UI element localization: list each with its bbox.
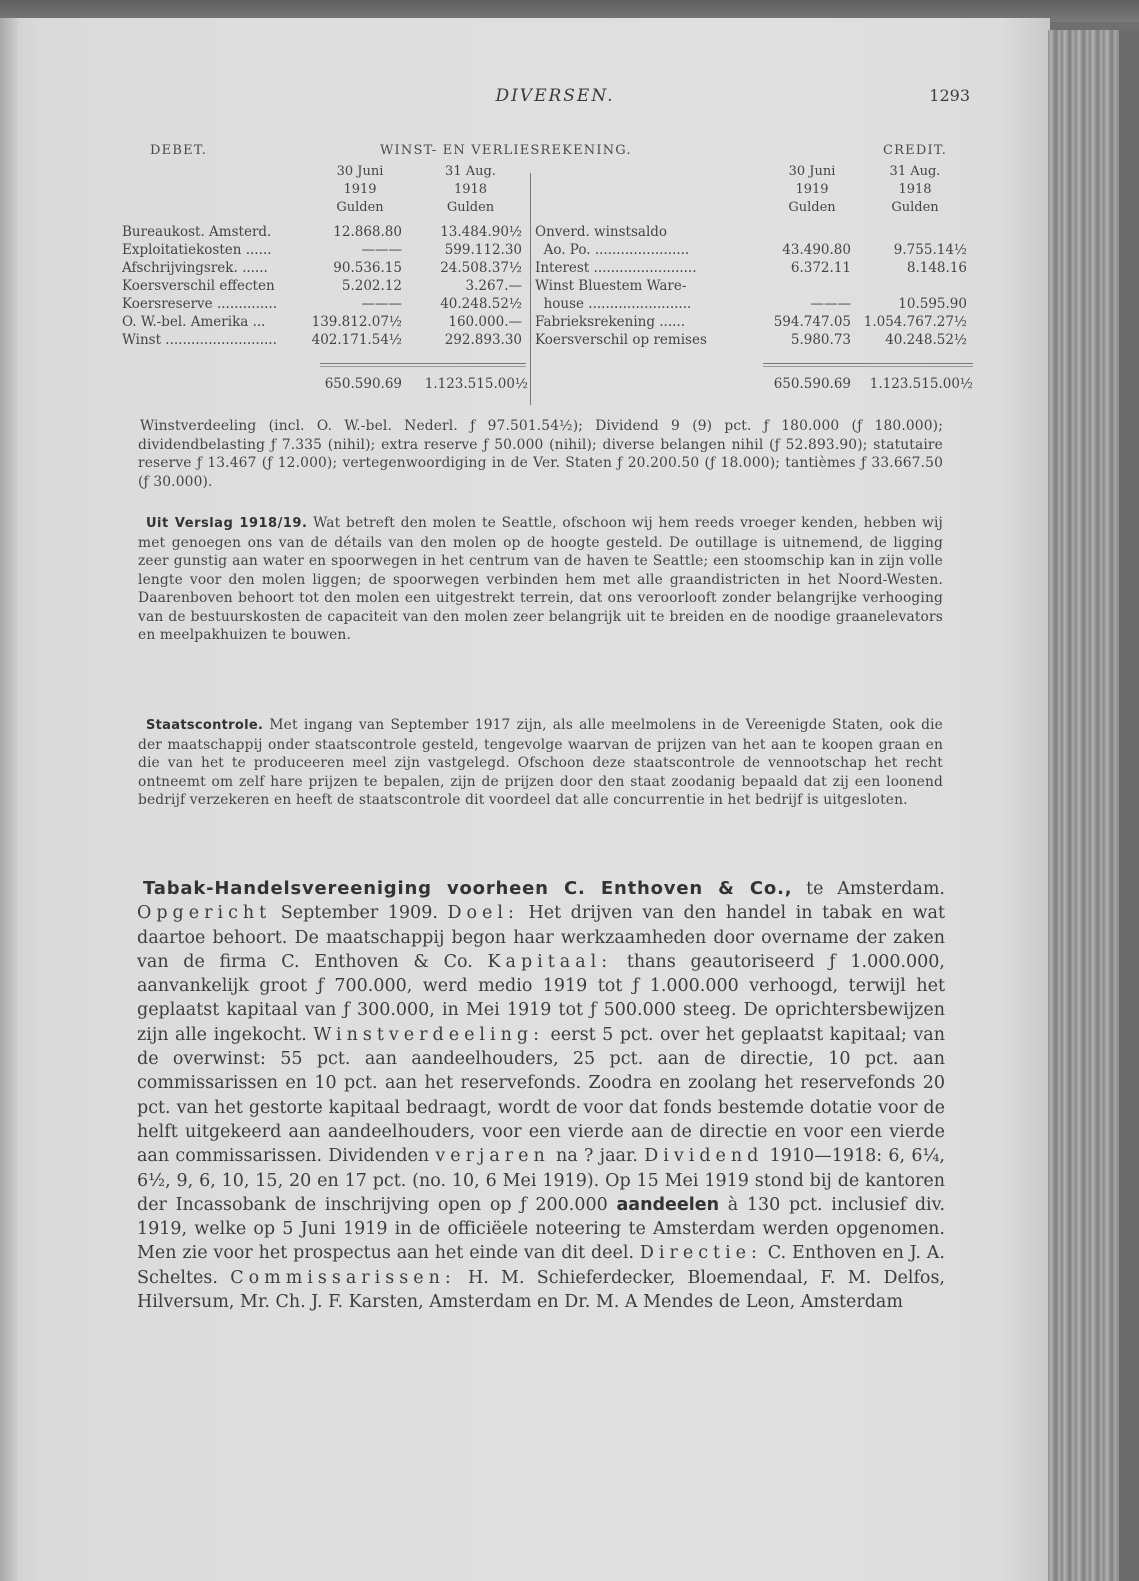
section-heading: Uit Verslag 1918/19.: [146, 516, 308, 531]
value-1918: 160.000.—: [448, 314, 522, 330]
value-1918: 3.267.—: [465, 278, 522, 294]
ledger-row: [535, 241, 975, 259]
col-date: 30 Juni: [788, 164, 836, 179]
credit-totals-row: [535, 375, 975, 393]
value-1918: 9.755.14½: [893, 242, 967, 258]
credit-heading: CREDIT.: [883, 143, 948, 158]
col-date: 30 Juni: [336, 164, 384, 179]
ledger-row: [122, 241, 530, 259]
ledger-row: [535, 277, 975, 295]
credit-sum-rule: [763, 363, 973, 367]
book-edge-shadow: [1119, 30, 1139, 1581]
value-1919: 5.202.12: [341, 278, 402, 294]
value-1918: 1.054.767.27½: [863, 314, 967, 330]
value-1919: 594.747.05: [773, 314, 851, 330]
debit-totals-row: [122, 375, 530, 393]
debit-heading: DEBET.: [150, 143, 208, 158]
field-value: C. Enthoven en J. A. Scheltes.: [137, 1243, 945, 1288]
page-left-edge: [0, 18, 18, 1581]
value-1918: 24.508.37½: [440, 260, 522, 276]
row-label: O. W.-bel. Amerika ...: [122, 314, 266, 330]
row-label: house ........................: [535, 296, 692, 312]
value-1919: ———: [361, 296, 402, 312]
row-label: Bureaukost. Amsterd.: [122, 224, 272, 240]
ledger-title: WINST- EN VERLIESREKENING.: [380, 143, 632, 158]
value-1919: 5.980.73: [790, 332, 851, 348]
col-1918-header: [865, 163, 965, 217]
ledger-row: [122, 295, 530, 313]
value-1919: 6.372.11: [790, 260, 851, 276]
value-1918: 599.112.30: [444, 242, 522, 258]
ledger-row: [535, 259, 975, 277]
paragraph-text: Met ingang van September 1917 zijn, als alle meelmolens in de Vereenigde Staten, ook die der maatschappij onder staatscontrole gesteld, tengevolge waarvan de prijzen van het aan te koopen graan en die van het te produceeren meel zijn vastgelegd. Ofschoon deze staatscontrole de vennootschap het recht ontneemt om zelf hare prijzen te bepalen, zijn de prijzen door den staat zoodanig bepaald dat zij een loonend bedrijf verzekeren en heeft de staatscontrole dit voordeel dat alle concurrentie in het bedrijf is uitgesloten.: [138, 717, 943, 808]
ledger-row: [122, 277, 530, 295]
value-1918: 10.595.90: [898, 296, 967, 312]
total-1918: 1.123.515.00½: [869, 376, 973, 392]
value-1918: 40.248.52½: [440, 296, 522, 312]
row-label: Exploitatiekosten ......: [122, 242, 272, 258]
field-value: na ? jaar.: [549, 1146, 645, 1167]
value-1919: 43.490.80: [782, 242, 851, 258]
staatscontrole-paragraph: [138, 716, 943, 810]
total-1919: 650.590.69: [773, 376, 851, 392]
col-year: 1919: [795, 182, 829, 197]
col-unit: Gulden: [788, 200, 836, 215]
ledger-row: [122, 331, 530, 349]
section-heading: Staatscontrole.: [146, 718, 264, 733]
field-value: thans geautoriseerd ƒ 1.000.000, aanvankelijk groot ƒ 700.000, werd medio 1919 tot ƒ 1.000.000 verhoogd, terwijl het geplaatst kapitaal van ƒ 300.000, in Mei 1919 tot ƒ 500.000 steeg. De oprichtersbewijzen zijn alle ingekocht.: [137, 951, 945, 1045]
field-value: 1910—1918: 6, 6¼, 6½, 9, 6, 10, 15, 20 en 17 pct. (no. 10, 6 Mei 1919). Op 15 Mei 1919 stond bij de kantoren der Incassobank de inschrijving open op ƒ 200.000: [137, 1146, 945, 1215]
value-1919: 402.171.54½: [311, 332, 402, 348]
row-label: Winst Bluestem Ware-: [535, 278, 687, 294]
field-label-bold: aandeelen: [616, 1194, 720, 1215]
value-1919: ———: [361, 242, 402, 258]
field-value: September 1909.: [271, 903, 448, 924]
col-1919-header: [762, 163, 862, 217]
row-label: Winst ..........................: [122, 332, 277, 348]
company-location: te Amsterdam.: [792, 879, 945, 899]
col-date: 31 Aug.: [445, 164, 496, 179]
ledger-row: [535, 313, 975, 331]
field-label: Directie:: [639, 1243, 762, 1264]
field-value: Het drijven van den handel in tabak en wat daartoe behoort. De maatschappij begon haar werkzaamheden door overname der zaken van de firma C. Enthoven & Co.: [137, 903, 945, 972]
field-value: H. M. Schieferdecker, Bloemendaal, F. M. Delfos, Hilversum, Mr. Ch. J. F. Karsten, Amsterdam en Dr. M. A Mendes de Leon, Amsterdam: [137, 1267, 945, 1313]
value-1918: 13.484.90½: [440, 224, 522, 240]
row-label: Onverd. winstsaldo: [535, 224, 668, 240]
ledger-center-rule: [530, 173, 531, 405]
company-name: Tabak-Handelsvereeniging voorheen C. Enthoven & Co.,: [143, 878, 793, 899]
field-label: Winstverdeeling:: [313, 1024, 544, 1045]
col-1918-header: [418, 163, 523, 217]
paragraph-text: Winstverdeeling (incl. O. W.-bel. Nederl. ƒ 97.501.54½); Dividend 9 (9) pct. ƒ 180.000 (ƒ 180.000); dividendbelasting ƒ 7.335 (nihil); extra reserve ƒ 50.000 (nihil); diverse belangen nihil (ƒ 52.893.90); statutaire reserve ƒ 13.467 (ƒ 12.000); vertegenwoordiging in de Ver. Staten ƒ 20.200.50 (ƒ 18.000); tantièmes ƒ 33.667.50 (ƒ 30.000).: [138, 418, 943, 490]
ledger-row: [122, 313, 530, 331]
field-label: Kapitaal:: [487, 951, 613, 972]
value-1919: 139.812.07½: [311, 314, 402, 330]
running-head: DIVERSEN.: [495, 86, 615, 106]
field-label: Commissarissen:: [230, 1267, 456, 1288]
row-label: Afschrijvingsrek. ......: [122, 260, 268, 276]
value-1918: 40.248.52½: [885, 332, 967, 348]
ledger-row: [535, 331, 975, 349]
field-label: Doel:: [447, 903, 519, 924]
field-label: verjaren: [435, 1146, 550, 1167]
verslag-paragraph: [138, 514, 943, 645]
field-value: eerst 5 pct. over het geplaatst kapitaal; van de overwinst: 55 pct. aan aandeelhouders, 25 pct. aan de directie, 10 pct. aan commissarissen en 10 pct. aan het reservefonds. Zoodra en zoolang het reservefonds 20 pct. van het gestorte kapitaal bedraagt, wordt de voor dat fonds bestemde dotatie voor de helft uitgekeerd aan aandeelhouders, voor een vierde aan de directie en voor een vierde aan commissarissen. Dividenden: [137, 1024, 945, 1167]
col-unit: Gulden: [891, 200, 939, 215]
value-1918: 8.148.16: [906, 260, 967, 276]
row-label: Fabrieksrekening ......: [535, 314, 686, 330]
total-1918: 1.123.515.00½: [424, 376, 528, 392]
page-header: [140, 86, 970, 110]
col-unit: Gulden: [336, 200, 384, 215]
ledger-row: [122, 259, 530, 277]
field-label: Opgericht: [137, 903, 272, 924]
value-1919: ———: [810, 296, 851, 312]
row-label: Ao. Po. ......................: [535, 242, 690, 258]
row-label: Koersreserve ..............: [122, 296, 278, 312]
col-1919-header: [310, 163, 410, 217]
value-1919: 12.868.80: [333, 224, 402, 240]
col-year: 1918: [453, 182, 488, 197]
debit-sum-rule: [320, 363, 526, 367]
field-value: à 130 pct. inclusief div. 1919, welke op 5 Juni 1919 in de officiëele noteering te Amsterdam werden opgenomen. Men zie voor het prospectus aan het einde van dit deel.: [137, 1194, 946, 1264]
col-date: 31 Aug.: [889, 164, 941, 179]
field-label: Dividend: [644, 1146, 764, 1167]
row-label: Interest ........................: [535, 260, 697, 276]
total-1919: 650.590.69: [324, 376, 402, 392]
value-1919: 90.536.15: [333, 260, 402, 276]
page-number: 1293: [929, 86, 970, 105]
ledger-row: [535, 223, 975, 241]
value-1918: 292.893.30: [444, 332, 522, 348]
paragraph-text: Wat betreft den molen te Seattle, ofschoon wij hem reeds vroeger kenden, hebben wij met genoegen ons van de détails van den molen op de hoogte gesteld. De outillage is uitnemend, de ligging zeer gunstig aan water en spoorwegen in het centrum van de haven te Seattle; een stoomschip kan in zijn volle lengte voor den molen liggen; de spoorwegen verbinden hem met alle graandistricten in het Noord-Westen. Daarenboven behoort tot den molen een uitgestrekt terrein, dat ons veroorlooft zonder belangrijke verhooging van de bestuurskosten de capaciteit van den molen zeer belangrijk uit te breiden en de noodige graanelevators en meelpakhuizen te bouwen.: [138, 515, 943, 643]
col-unit: Gulden: [446, 200, 495, 215]
ledger-row: [122, 223, 530, 241]
company-entry: [137, 877, 945, 1314]
row-label: Koersverschil effecten: [122, 278, 275, 294]
row-label: Koersverschil op remises: [535, 332, 707, 348]
col-year: 1918: [898, 182, 932, 197]
winstverdeeling-paragraph: [138, 417, 943, 491]
col-year: 1919: [343, 182, 377, 197]
book-page-edges: [1048, 30, 1139, 1581]
ledger-row: [535, 295, 975, 313]
